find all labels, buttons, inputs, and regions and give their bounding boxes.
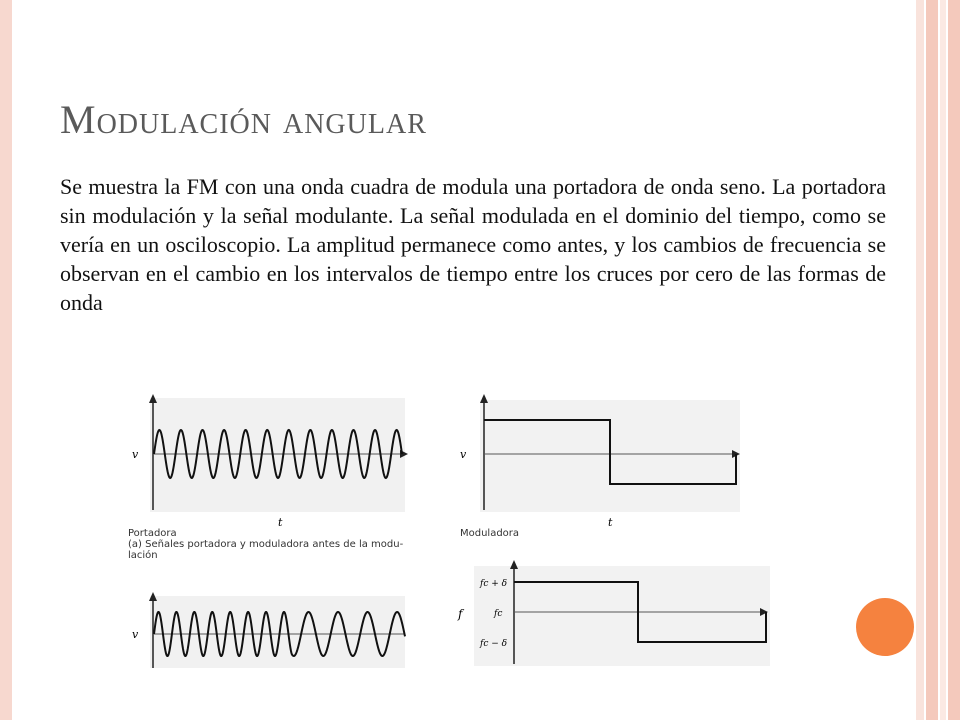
carrier-x-label: t (278, 516, 283, 529)
carrier-caption: Portadora (128, 528, 177, 539)
slide-body-text: Se muestra la FM con una onda cuadra de modula una portadora de onda seno. La portadora sin modulación y la señal modulante. La señal modulada en el dominio del tiempo, como se vería en un osciloscopio. La amplitud permanece como antes, y los cambios de frecuencia se observan en el cambio en los intervalos de tiempo entre los cruces por cero de las formas de onda (60, 174, 886, 315)
modulator-caption: Moduladora (460, 528, 520, 539)
frequency-waveform-figure (450, 560, 780, 670)
modulator-waveform-figure (450, 392, 760, 532)
left-border-stripe (0, 0, 12, 720)
figure-caption-line2: lación (128, 550, 158, 561)
modulated-waveform-figure (120, 590, 420, 670)
carrier-waveform-figure (120, 392, 420, 532)
frequency-center-label: fc (494, 609, 503, 619)
frequency-lower-label: fc − δ (480, 639, 508, 649)
right-border-stripes (916, 0, 960, 720)
slide-title: Modulación angular (60, 97, 427, 142)
carrier-y-label: v (132, 448, 139, 461)
modulated-y-label: v (132, 628, 139, 641)
modulator-y-label: v (460, 448, 467, 461)
modulator-x-label: t (608, 516, 613, 529)
figure-caption-line1: (a) Señales portadora y moduladora antes de la modu- (128, 539, 404, 550)
orange-circle-decoration (856, 598, 914, 656)
frequency-y-label: f (458, 607, 463, 621)
frequency-upper-label: fc + δ (480, 579, 508, 589)
